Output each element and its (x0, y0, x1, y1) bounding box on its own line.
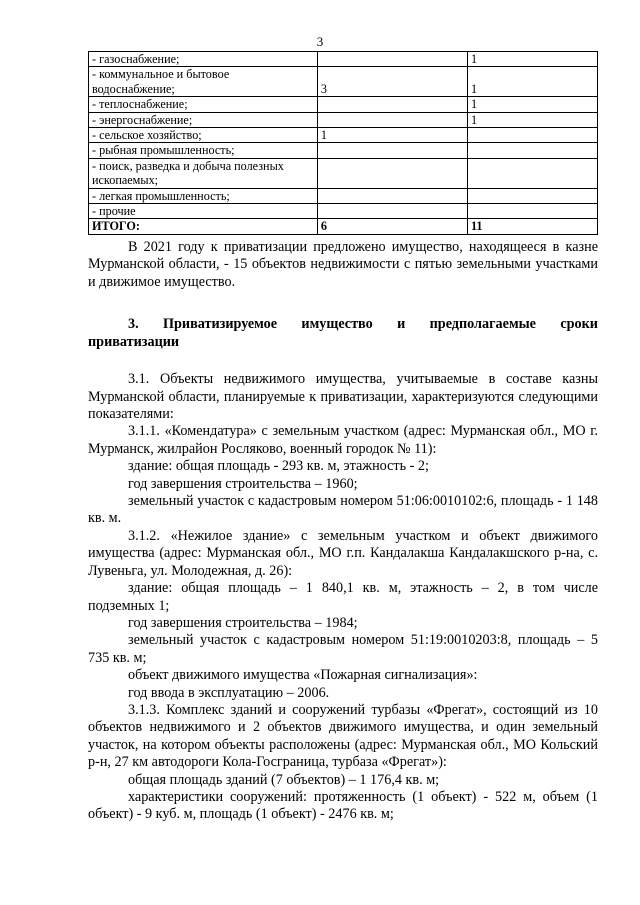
cell-text (471, 159, 594, 173)
heading-word: предполагаемые (429, 316, 536, 333)
total-cell: 11 (467, 219, 597, 234)
cell-text: - поиск, разведка и добыча полезных (92, 158, 284, 173)
table-cell (467, 97, 597, 112)
cell-text (321, 189, 464, 203)
heading-word: имущество (301, 316, 373, 333)
table-cell (317, 143, 467, 158)
cell-text (321, 143, 464, 157)
table-row (89, 127, 598, 142)
table-cell (467, 112, 597, 127)
paragraph-3-1-2-movable: объект движимого имущества «Пожарная сигнализация»: (128, 667, 478, 684)
table-row (89, 112, 598, 127)
cell-text: 1 (470, 52, 478, 66)
table-row (89, 143, 598, 158)
table-cell (467, 143, 597, 158)
paragraph-3-1-2: 3.1.2. «Нежилое здание» с земельным участком и объект движимого имущества (адрес: Мурманская обл., МО г.п. Кандалакша Кандалакшского р-на, с. Лувеньга, ул. Молодежная, д. 26): (88, 527, 598, 579)
paragraph-3-1: 3.1. Объекты недвижимого имущества, учитываемые в составе казны Мурманской области, планируемые к приватизации, характеризуются следующими показателями: (88, 371, 598, 423)
heading-word: и (397, 316, 406, 333)
paragraph-3-1-1-land: земельный участок с кадастровым номером 51:06:0010102:6, площадь - 1 148 кв. м. (88, 493, 598, 527)
table-cell (317, 67, 467, 97)
privatization-table (88, 51, 598, 235)
cell-text: 1 (470, 112, 478, 127)
paragraph-3-1-1: 3.1.1. «Комендатура» с земельным участком (адрес: Мурманская обл., МО г. Мурманск, жилрайон Росляково, военный городок № 11): (88, 423, 598, 457)
cell-text (471, 204, 594, 218)
table-cell (317, 52, 467, 67)
table-row (89, 203, 598, 218)
table-total-row (89, 219, 598, 234)
table-cell (89, 127, 318, 142)
paragraph-3-1-3-structures: характеристики сооружений: протяженность (1 объект) - 522 м, объем (1 объект) - 9 куб. м, площадь (1 объект) - 2476 кв. м; (88, 788, 598, 823)
table-cell (467, 158, 597, 188)
cell-text: - рыбная промышленность; (92, 143, 235, 158)
table-cell (467, 127, 597, 142)
paragraph-3-1-2-commission-year: год ввода в эксплуатацию – 2006. (128, 684, 330, 701)
heading-word: сроки (560, 316, 598, 333)
table-cell (467, 52, 597, 67)
cell-text: водоснабжение; (92, 81, 175, 96)
cell-text: - легкая промышленность; (92, 188, 230, 203)
table-cell (89, 112, 318, 127)
paragraph-3-1-3-area: общая площадь зданий (7 объектов) – 1 176,4 кв. м; (128, 771, 440, 788)
paragraph-3-1-2-land: земельный участок с кадастровым номером 51:19:0010203:8, площадь – 5 735 кв. м; (88, 632, 598, 666)
table-cell (467, 67, 597, 97)
table-cell (89, 203, 318, 218)
table-cell (89, 52, 318, 67)
document-text (88, 239, 598, 824)
table-cell (89, 188, 318, 203)
table-row (89, 188, 598, 203)
table-cell (89, 97, 318, 112)
table-row (89, 52, 598, 67)
cell-text (471, 143, 594, 157)
cell-text (321, 204, 464, 218)
cell-text (471, 128, 594, 142)
cell-text: 1 (470, 97, 478, 112)
table-row (89, 67, 598, 97)
table-cell (467, 203, 597, 218)
section-heading (88, 315, 598, 351)
cell-text: 3 (320, 81, 327, 96)
table-cell (317, 112, 467, 127)
paragraph-3-1-2-year: год завершения строительства – 1984; (128, 614, 358, 631)
table-cell (89, 158, 318, 188)
paragraph-2021: В 2021 году к приватизации предложено имущество, находящееся в казне Мурманской области, - 15 объектов недвижимости с пятью земельными участками и движимое имущество. (88, 239, 598, 290)
cell-text (321, 52, 464, 66)
table-body (89, 52, 598, 235)
cell-text (321, 97, 464, 111)
cell-text (471, 189, 594, 203)
paragraph-3-1-1-building: здание: общая площадь - 293 кв. м, этажность - 2; (128, 458, 429, 475)
cell-text (471, 67, 594, 81)
cell-text: - коммунальное и бытовое (92, 67, 230, 82)
cell-text: - сельское хозяйство; (92, 127, 202, 142)
heading-word: Приватизируемое (163, 316, 278, 333)
cell-text: - энергоснабжение; (92, 112, 193, 127)
table-row (89, 97, 598, 112)
cell-text: - теплоснабжение; (92, 97, 188, 112)
section-heading-line (88, 315, 598, 333)
table-cell (467, 188, 597, 203)
cell-text (321, 113, 464, 127)
total-cell: 6 (317, 219, 467, 234)
cell-text: 1 (470, 81, 478, 96)
page-number: 3 (316, 34, 324, 49)
cell-text (321, 173, 464, 187)
cell-text: - газоснабжение; (92, 52, 180, 66)
total-cell: ИТОГО: (89, 219, 318, 234)
table-cell (89, 67, 318, 97)
cell-text (471, 173, 594, 187)
table-cell (89, 143, 318, 158)
table-cell (317, 158, 467, 188)
table-cell (317, 203, 467, 218)
table-row (89, 158, 598, 188)
paragraph-3-1-2-building: здание: общая площадь – 1 840,1 кв. м, этажность – 2, в том числе подземных 1; (88, 580, 598, 614)
cell-text (321, 67, 464, 81)
section-heading-line2: приватизации (88, 334, 180, 351)
cell-text (321, 159, 464, 173)
table-cell (317, 127, 467, 142)
cell-text: ископаемых; (92, 173, 159, 188)
paragraph-3-1-1-year: год завершения строительства – 1960; (128, 475, 358, 492)
table-cell (317, 97, 467, 112)
cell-text: 1 (320, 127, 327, 142)
table-cell (317, 188, 467, 203)
paragraph-3-1-3: 3.1.3. Комплекс зданий и сооружений турбазы «Фрегат», состоящий из 10 объектов недвижимого и 2 объектов движимого имущества, и один земельный участок, на котором объекты расположены (адрес: Мурманская обл., МО Кольский р-н, 27 км автодороги Кола-Госграница, турбаза «Фрегат»): (88, 701, 598, 771)
section-number: 3. (128, 316, 139, 333)
cell-text: - прочие (92, 203, 136, 218)
